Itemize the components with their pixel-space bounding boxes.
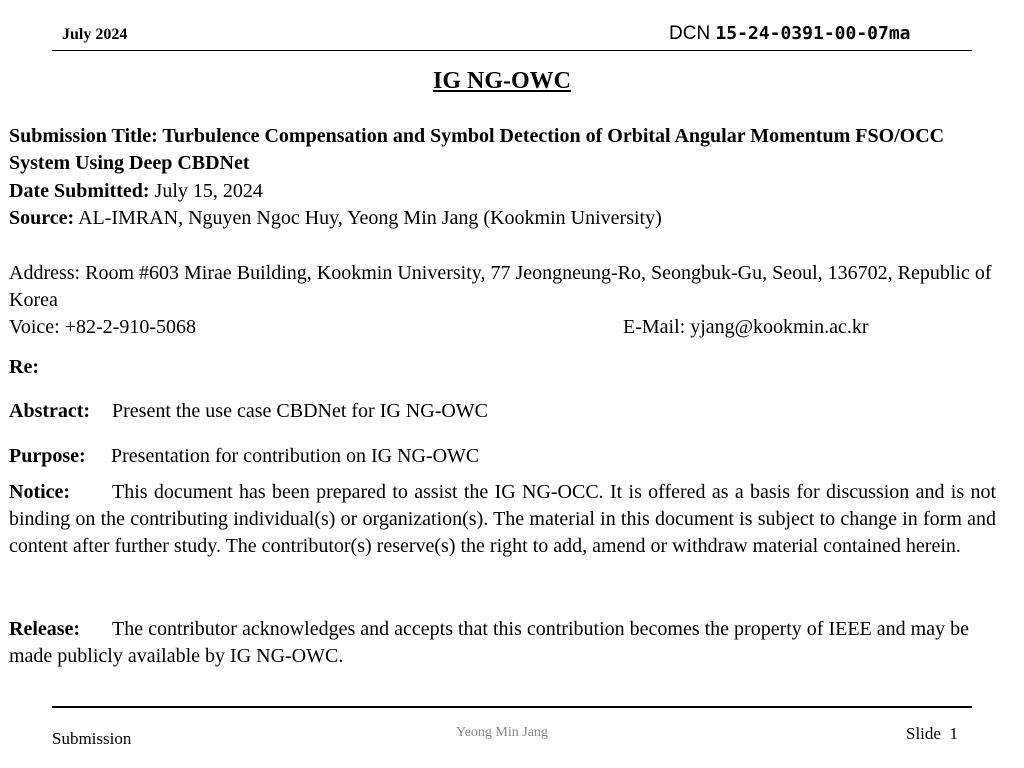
purpose-label: Purpose:	[9, 445, 86, 467]
submission-title-label: Submission Title:	[9, 125, 163, 147]
re-label: Re:	[9, 356, 39, 378]
submission-title-text: Turbulence Compensation and Symbol Detection of Orbital Angular Momentum FSO/OCC System Using Deep CBDNet	[9, 125, 945, 174]
date-submitted	[9, 178, 996, 205]
address: Address: Room #603 Mirae Building, Kookmin University, 77 Jeongneung-Ro, Seongbuk-Gu, Seoul, 136702, Republic of Korea	[9, 262, 992, 311]
purpose	[9, 443, 996, 470]
footer-divider	[52, 706, 972, 708]
dcn-prefix: DCN	[669, 23, 716, 44]
document-title: IG NG-OWC	[433, 68, 571, 94]
date-submitted-value: July 15, 2024	[149, 180, 263, 202]
notice-text: This document has been prepared to assist the IG NG-OCC. It is offered as a basis for discussion and is not binding on the contributing individual(s) or organization(s). The material in this document is subject to change in form and content after further study. The contributor(s) reserve(s) the right to add, amend or withdraw material contained herein.	[9, 481, 996, 557]
abstract	[9, 398, 996, 425]
slide-number	[906, 724, 958, 744]
release	[9, 616, 996, 670]
contact-line	[9, 314, 996, 341]
source	[9, 205, 996, 232]
release-label: Release:	[9, 618, 81, 640]
header-divider	[52, 50, 972, 51]
abstract-text: Present the use case CBDNet for IG NG-OWC	[112, 400, 489, 422]
dcn-number: 15-24-0391-00-07ma	[715, 23, 911, 44]
header-date: July 2024	[62, 26, 128, 43]
email: E-Mail: yjang@kookmin.ac.kr	[623, 316, 869, 338]
slide-label: Slide	[906, 724, 941, 743]
footer-submission: Submission	[52, 729, 132, 748]
source-label: Source:	[9, 207, 75, 229]
notice	[9, 479, 996, 560]
submission-title	[9, 123, 996, 177]
header-dcn	[669, 23, 911, 45]
date-submitted-label: Date Submitted:	[9, 180, 150, 202]
notice-label: Notice:	[9, 481, 71, 503]
source-value: AL-IMRAN, Nguyen Ngoc Huy, Yeong Min Jang (Kookmin University)	[74, 207, 662, 229]
purpose-text: Presentation for contribution on IG NG-OWC	[111, 445, 480, 467]
slide-number-value: 1	[949, 724, 958, 743]
voice: Voice: +82-2-910-5068	[9, 316, 196, 338]
footer-author: Yeong Min Jang	[456, 725, 548, 740]
release-text: The contributor acknowledges and accepts that this contribution becomes the property of IEEE and may be made publicly available by IG NG-OWC.	[9, 618, 969, 667]
abstract-label: Abstract:	[9, 400, 91, 422]
